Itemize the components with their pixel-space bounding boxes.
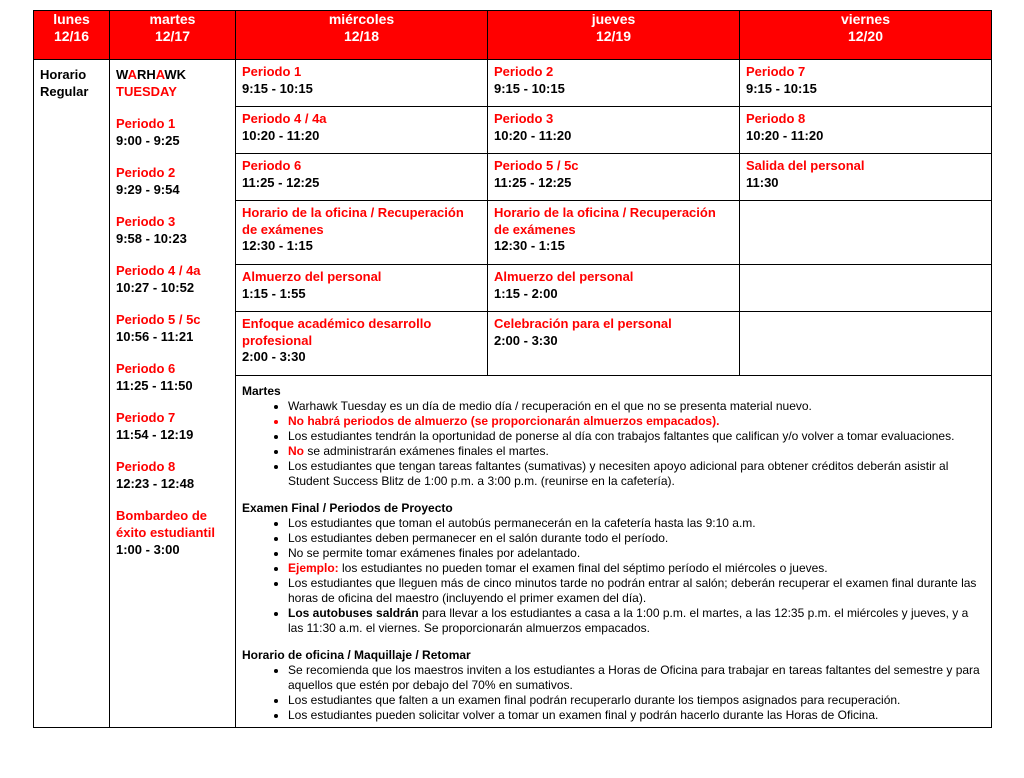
list-item: • No habrá periodos de almuerzo (se proporcionarán almuerzos empacados). bbox=[288, 414, 985, 429]
list-item: • Los estudiantes que falten a un examen final podrán recuperarlo durante los tiempos asignados para recuperación. bbox=[288, 693, 985, 708]
friday-slot-empty bbox=[740, 312, 992, 376]
day-name: jueves bbox=[591, 11, 636, 27]
header-thursday bbox=[488, 11, 740, 60]
tuesday-period: Periodo 6 11:25 - 11:50 bbox=[116, 361, 193, 393]
day-name: martes bbox=[149, 11, 196, 27]
list-item: • Se recomienda que los maestros inviten a los estudiantes a Horas de Oficina para trabajar en tareas faltantes del semestre y para aquellos que estén por debajo del 70% en sumativos. bbox=[288, 663, 985, 693]
friday-slot: Periodo 8 10:20 - 11:20 bbox=[740, 107, 992, 154]
tuesday-period: Periodo 8 12:23 - 12:48 bbox=[116, 459, 195, 491]
header-wednesday bbox=[236, 11, 488, 60]
list-item: • Los estudiantes deben permanecer en el salón durante todo el período. bbox=[288, 531, 985, 546]
list-item: • Ejemplo: los estudiantes no pueden tomar el examen final del séptimo período el miércoles o jueves. bbox=[288, 561, 985, 576]
tuesday-period: Bombardeo de éxito estudiantil 1:00 - 3:00 bbox=[116, 508, 215, 557]
list-item: • Los estudiantes que toman el autobús permanecerán en la cafetería hasta las 9:10 a.m. bbox=[288, 516, 985, 531]
thursday-slot: Periodo 2 9:15 - 10:15 bbox=[488, 60, 740, 107]
header-tuesday bbox=[110, 11, 236, 60]
thursday-slot: Horario de la oficina / Recuperación de exámenes 12:30 - 1:15 bbox=[488, 201, 740, 265]
tuesday-period: Periodo 4 / 4a 10:27 - 10:52 bbox=[116, 263, 201, 295]
header-row bbox=[34, 11, 992, 60]
monday-line: Regular bbox=[40, 84, 89, 99]
list-item: • Warhawk Tuesday es un día de medio día / recuperación en el que no se presenta material nuevo. bbox=[288, 399, 985, 414]
notes-list bbox=[242, 663, 985, 723]
warhawk-title: WARHAWK bbox=[116, 67, 187, 82]
day-date: 12/18 bbox=[343, 28, 380, 44]
wednesday-slot: Periodo 4 / 4a 10:20 - 11:20 bbox=[236, 107, 488, 154]
schedule-table bbox=[33, 10, 992, 728]
tuesday-period: Periodo 5 / 5c 10:56 - 11:21 bbox=[116, 312, 201, 344]
notes-list bbox=[242, 399, 985, 489]
monday-line: Horario bbox=[40, 67, 87, 82]
friday-slot-empty bbox=[740, 265, 992, 312]
tuesday-period: Periodo 7 11:54 - 12:19 bbox=[116, 410, 194, 442]
thursday-slot: Periodo 5 / 5c 11:25 - 12:25 bbox=[488, 154, 740, 201]
list-item: • Los autobuses saldrán para llevar a los estudiantes a casa a la 1:00 p.m. el martes, a las 12:35 p.m. el miércoles y jueves, y a las 11:30 a.m. el viernes. Se proporcionarán almuerzos empacados. bbox=[288, 606, 985, 636]
wednesday-slot: Periodo 1 9:15 - 10:15 bbox=[236, 60, 488, 107]
friday-slot: Salida del personal 11:30 bbox=[740, 154, 992, 201]
tuesday-period: Periodo 3 9:58 - 10:23 bbox=[116, 214, 187, 246]
list-item: • Los estudiantes tendrán la oportunidad de ponerse al día con trabajos faltantes que califican y/o volver a tomar evaluaciones. bbox=[288, 429, 985, 444]
header-monday bbox=[34, 11, 110, 60]
day-name: lunes bbox=[53, 11, 90, 27]
list-item: • No se administrarán exámenes finales el martes. bbox=[288, 444, 985, 459]
list-item: • Los estudiantes que lleguen más de cinco minutos tarde no podrán entrar al salón; deberán recuperar el examen final durante las horas de oficina del maestro (incluyendo el primer examen del día). bbox=[288, 576, 985, 606]
notes-cell bbox=[236, 376, 992, 728]
notes-heading: Examen Final / Periodos de Proyecto bbox=[242, 501, 453, 515]
thursday-slot: Periodo 3 10:20 - 11:20 bbox=[488, 107, 740, 154]
friday-slot: Periodo 7 9:15 - 10:15 bbox=[740, 60, 992, 107]
thursday-slot: Almuerzo del personal 1:15 - 2:00 bbox=[488, 265, 740, 312]
day-name: miércoles bbox=[328, 11, 395, 27]
list-item: • Los estudiantes que tengan tareas faltantes (sumativas) y necesiten apoyo adicional para obtener créditos deberán asistir al Student Success Blitz de 1:00 p.m. a 3:00 p.m. (reunirse en la cafetería). bbox=[288, 459, 985, 489]
day-name: viernes bbox=[840, 11, 891, 27]
wednesday-slot: Almuerzo del personal 1:15 - 1:55 bbox=[236, 265, 488, 312]
tuesday-cell bbox=[110, 60, 236, 728]
day-date: 12/17 bbox=[154, 28, 191, 44]
tuesday-subtitle: TUESDAY bbox=[116, 84, 177, 99]
friday-slot-empty bbox=[740, 201, 992, 265]
list-item: • Los estudiantes pueden solicitar volver a tomar un examen final y podrán hacerlo durante las Horas de Oficina. bbox=[288, 708, 985, 723]
tuesday-period: Periodo 2 9:29 - 9:54 bbox=[116, 165, 180, 197]
wednesday-slot: Horario de la oficina / Recuperación de exámenes 12:30 - 1:15 bbox=[236, 201, 488, 265]
wednesday-slot: Periodo 6 11:25 - 12:25 bbox=[236, 154, 488, 201]
header-friday bbox=[740, 11, 992, 60]
day-date: 12/20 bbox=[847, 28, 884, 44]
wednesday-slot: Enfoque académico desarrollo profesional 2:00 - 3:30 bbox=[236, 312, 488, 376]
notes-heading: Martes bbox=[242, 384, 281, 398]
tuesday-period: Periodo 1 9:00 - 9:25 bbox=[116, 116, 180, 148]
notes-list bbox=[242, 516, 985, 636]
list-item: • No se permite tomar exámenes finales por adelantado. bbox=[288, 546, 985, 561]
thursday-slot: Celebración para el personal 2:00 - 3:30 bbox=[488, 312, 740, 376]
day-date: 12/19 bbox=[595, 28, 632, 44]
notes-heading: Horario de oficina / Maquillaje / Retomar bbox=[242, 648, 471, 662]
day-date: 12/16 bbox=[53, 28, 90, 44]
monday-cell bbox=[34, 60, 110, 728]
